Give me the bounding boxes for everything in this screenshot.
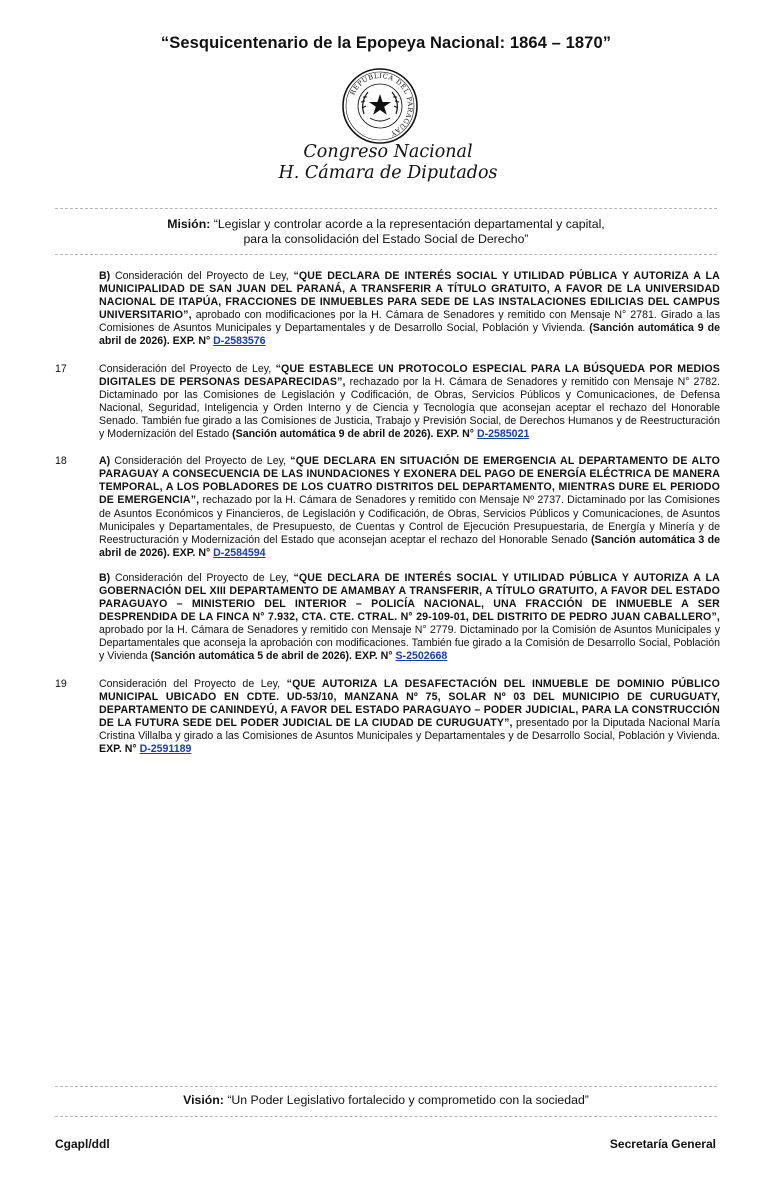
exp-link[interactable]: D-2583576: [213, 335, 266, 348]
sancion-text: (Sanción automática 3 de abril de 2026). EXP. N°: [99, 533, 720, 559]
item-body: rechazado por la H. Cámara de Senadores y remitido con Mensaje Nº 2737. Dictaminado por las Comisiones de Asuntos Económicos y Financieros, de Legislación y Codificación, de Obras, Servicios Públicos y Comunicaciones, de Asuntos Municipales y Departamentales, de Presupuesto, de Cuentas y Control de Ejecución Presupuestaria, de Energía y Minería y de Reestructuración y Modernización del Estado que aconsejan aceptar el rechazo del Honorable Senado: [99, 494, 720, 546]
vision-divider-bottom: [55, 1116, 717, 1117]
agenda-item: [55, 572, 720, 664]
mision-label: Misión:: [167, 217, 211, 231]
item-intro: Consideración del Proyecto de Ley,: [110, 571, 294, 584]
bill-title: “QUE AUTORIZA LA DESAFECTACIÓN DEL INMUEBLE DE DOMINIO PÚBLICO MUNICIPAL UBICADO EN CDTE. UD-53/10, MANZANA Nº 75, SOLAR Nº 03 DEL MUNICIPIO DE CURUGUATY, DEPARTAMENTO DE CANINDEYÚ, A FAVOR DEL ESTADO PARAGUAYO – PODER JUDICIAL, PARA LA CONSTRUCCIÓN DE LA FUTURA SEDE DEL PODER JUDICIAL DE LA CIUDAD DE CURUGUATY”,: [99, 677, 720, 729]
item-body: aprobado por la H. Cámara de Senadores y remitido con Mensaje N° 2779. Dictaminado por la Comisión de Asuntos Municipales y Departamentales que aconseja la aprobación con modificaciones. También fue girado a la Comisión de Desarrollo Social, Población y Vivienda: [99, 624, 720, 663]
item-prefix: B): [99, 571, 111, 584]
footer-department: Secretaría General: [609, 1137, 716, 1151]
header-divider: [55, 208, 717, 209]
item-body: rechazado por la H. Cámara de Senadores y remitido con Mensaje N° 2782. Dictaminado por las Comisiones de Legislación y Codificación, de Obras, Servicios Públicos y Comunicaciones, de Defensa Nacional, Seguridad, Inteligencia y Orden Interno y de Ciencia y Tecnología que aconsejan aceptar el rechazo del Honorable Senado. También fue girado a las Comisiones de Justicia, Trabajo y Previsión Social, de Derechos Humanos y de Reestructuración y Modernización del Estado: [99, 375, 720, 441]
item-intro: Consideración del Proyecto de Ley,: [99, 677, 287, 690]
item-text: [99, 455, 720, 560]
agenda-item: [55, 270, 720, 349]
exp-link[interactable]: D-2584594: [213, 546, 266, 559]
item-text: [99, 363, 720, 442]
institution-line-1: Congreso Nacional: [303, 142, 473, 162]
bill-title: “QUE DECLARA EN SITUACIÓN DE EMERGENCIA AL DEPARTAMENTO DE ALTO PARAGUAY A CONSECUENCIA DE LAS INUNDACIONES Y EXONERA DEL PAGO DE ENERGÍA ELÉCTRICA DE MANERA TEMPORAL, A LOS POBLADORES DE LOS CUATRO DISTRITOS DEL DEPARTAMENTO, MIENTRAS DURE EL PERIODO DE EMERGENCIA”,: [99, 455, 720, 507]
exp-link[interactable]: D-2591189: [139, 743, 192, 755]
exp-link[interactable]: D-2585021: [476, 428, 530, 441]
item-text: [99, 678, 720, 757]
item-number: [55, 572, 99, 664]
item-intro: Consideración del Proyecto de Ley,: [110, 455, 291, 468]
item-text: [99, 572, 720, 664]
vision-statement: [0, 1093, 772, 1107]
vision-divider-top: [55, 1086, 717, 1087]
item-number: [55, 270, 99, 349]
footer-initials: Cgapl/ddl: [55, 1137, 110, 1151]
agenda-item: [55, 455, 720, 560]
item-body: presentado por la Diputada Nacional María Cristina Villalba y girado a las Comisiones de Asuntos Municipales y Departamentales y de Desarrollo Social, Población y Vivienda.: [99, 716, 720, 742]
agenda-item: [55, 678, 720, 757]
mision-text-line-2: para la consolidación del Estado Social de Derecho”: [243, 232, 529, 246]
seal-text: REPÚBLICA DEL PARAGUAY: [348, 71, 415, 138]
exp-link[interactable]: S-2502668: [395, 650, 448, 663]
vision-text: “Un Poder Legislativo fortalecido y comprometido con la sociedad”: [227, 1093, 589, 1107]
item-prefix: B): [99, 270, 111, 282]
sancion-text: (Sanción automática 5 de abril de 2026). EXP. N°: [150, 650, 396, 663]
institution-line-2: H. Cámara de Diputados: [278, 163, 498, 183]
agenda-items: [55, 270, 720, 770]
mision-text-line-1: “Legislar y controlar acorde a la representación departamental y capital,: [213, 217, 605, 231]
bill-title: “QUE ESTABLECE UN PROTOCOLO ESPECIAL PARA LA BÚSQUEDA POR MEDIOS DIGITALES DE PERSONAS DESAPARECIDAS”,: [99, 362, 720, 388]
agenda-item: [55, 363, 720, 442]
mision-statement: [0, 217, 772, 247]
national-seal-emblem: [340, 66, 420, 146]
bill-title: “QUE DECLARA DE INTERÉS SOCIAL Y UTILIDAD PÚBLICA Y AUTORIZA A LA MUNICIPALIDAD DE SAN JUAN DEL PARANÁ, A TRANSFERIR A TÍTULO GRATUITO, A FAVOR DE LA UNIVERSIDAD NACIONAL DE ITAPÚA, FRACCIONES DE INMUEBLES PARA SEDE DE LAS INSTALACIONES EDILICIAS DEL CAMPUS UNIVERSITARIO”,: [99, 270, 720, 322]
bill-title: “QUE DECLARA DE INTERÉS SOCIAL Y UTILIDAD PÚBLICA Y AUTORIZA A LA GOBERNACIÓN DEL XIII DEPARTAMENTO DE AMAMBAY A TRANSFERIR, A TÍTULO GRATUITO, A FAVOR DEL ESTADO PARAGUAYO – MINISTERIO DEL INTERIOR – POLICÍA NACIONAL, UNA FRACCIÓN DE INMUEBLE A SER DESPRENDIDA DE LA FINCA N° 7.932, CTA. CTE. CTRAL. N° 29-109-01, DEL DISTRITO DE PEDRO JUAN CABALLERO”,: [99, 571, 720, 624]
sancion-text: EXP. N°: [99, 743, 140, 755]
mision-divider: [55, 254, 717, 255]
item-intro: Consideración del Proyecto de Ley,: [99, 362, 276, 375]
item-prefix: A): [99, 455, 111, 468]
sancion-text: (Sanción automática 9 de abril de 2026). EXP. N°: [99, 322, 720, 348]
item-number: 17: [55, 362, 67, 375]
sancion-text: (Sanción automática 9 de abril de 2026). EXP. N°: [232, 428, 477, 441]
institution-name: [0, 142, 772, 184]
item-text: [99, 270, 720, 349]
item-number: 19: [55, 677, 67, 690]
item-body: aprobado con modificaciones por la H. Cámara de Senadores y remitido con Mensaje N° 2781. Girado a las Comisiones de Asuntos Municipales y Departamentales y de Desarrollo Social, Población y Vivienda.: [99, 309, 720, 335]
item-number: 18: [55, 455, 67, 468]
vision-label: Visión:: [183, 1093, 224, 1107]
page-header-title: “Sesquicentenario de la Epopeya Nacional: 1864 – 1870”: [160, 34, 612, 52]
item-intro: Consideración del Proyecto de Ley,: [110, 270, 294, 282]
